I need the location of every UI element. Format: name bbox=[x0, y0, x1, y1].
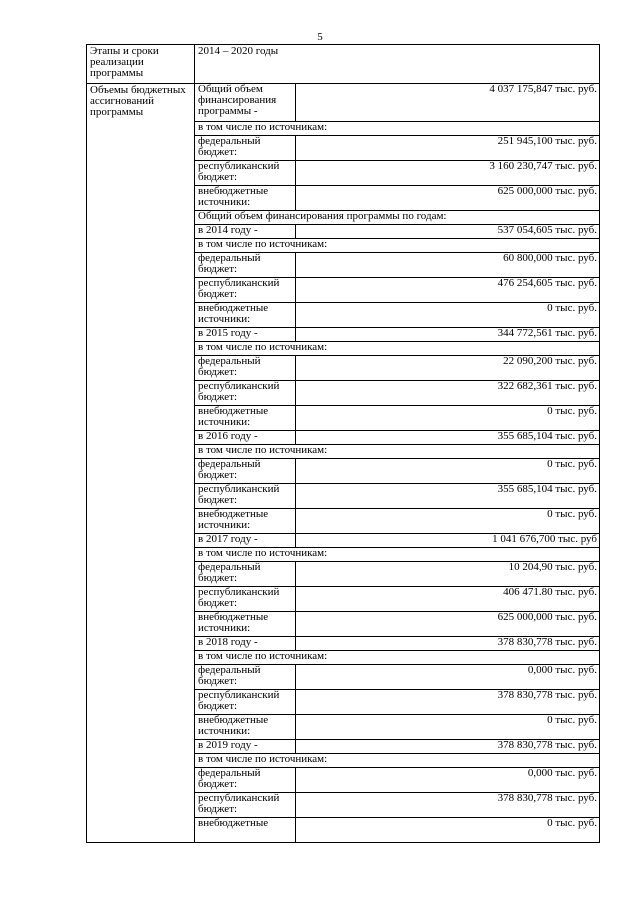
source-value: 0 тыс. руб. bbox=[296, 406, 600, 431]
source-label: федеральный бюджет: bbox=[195, 253, 296, 278]
year-value: 1 041 676,700 тыс. руб bbox=[296, 534, 600, 548]
source-label: республиканский бюджет: bbox=[195, 690, 296, 715]
budget-label: Объемы бюджетных ассигнований программы bbox=[87, 84, 195, 843]
source-label: федеральный бюджет: bbox=[195, 665, 296, 690]
year-value: 378 830,778 тыс. руб. bbox=[296, 740, 600, 754]
source-value: 0,000 тыс. руб. bbox=[296, 665, 600, 690]
source-value: 378 830,778 тыс. руб. bbox=[296, 690, 600, 715]
source-label: республиканский бюджет: bbox=[195, 381, 296, 406]
source-value: 0 тыс. руб. bbox=[296, 818, 600, 843]
source-value: 3 160 230,747 тыс. руб. bbox=[296, 161, 600, 186]
source-value: 0 тыс. руб. bbox=[296, 509, 600, 534]
source-value: 10 204,90 тыс. руб. bbox=[296, 562, 600, 587]
source-value: 0 тыс. руб. bbox=[296, 715, 600, 740]
source-label: внебюджетные источники: bbox=[195, 509, 296, 534]
total-value: 4 037 175,847 тыс. руб. bbox=[296, 84, 600, 122]
source-value: 476 254,605 тыс. руб. bbox=[296, 278, 600, 303]
source-label: внебюджетные источники: bbox=[195, 612, 296, 637]
source-value: 625 000,000 тыс. руб. bbox=[296, 612, 600, 637]
source-label: республиканский бюджет: bbox=[195, 484, 296, 509]
passport-table bbox=[86, 44, 600, 843]
by-sources-label: в том числе по источникам: bbox=[195, 122, 600, 136]
year-label: в 2019 году - bbox=[195, 740, 296, 754]
source-value: 0 тыс. руб. bbox=[296, 459, 600, 484]
source-label: федеральный бюджет: bbox=[195, 136, 296, 161]
year-value: 378 830,778 тыс. руб. bbox=[296, 637, 600, 651]
source-value: 0 тыс. руб. bbox=[296, 303, 600, 328]
source-label: внебюджетные bbox=[195, 818, 296, 843]
source-value: 625 000,000 тыс. руб. bbox=[296, 186, 600, 211]
source-label: внебюджетные источники: bbox=[195, 715, 296, 740]
stages-value: 2014 – 2020 годы bbox=[195, 45, 600, 84]
source-value: 378 830,778 тыс. руб. bbox=[296, 793, 600, 818]
source-label: федеральный бюджет: bbox=[195, 459, 296, 484]
year-value: 344 772,561 тыс. руб. bbox=[296, 328, 600, 342]
source-value: 322 682,361 тыс. руб. bbox=[296, 381, 600, 406]
by-sources-label: в том числе по источникам: bbox=[195, 651, 600, 665]
stages-label: Этапы и сроки реализации программы bbox=[87, 45, 195, 84]
by-sources-label: в том числе по источникам: bbox=[195, 342, 600, 356]
year-value: 355 685,104 тыс. руб. bbox=[296, 431, 600, 445]
year-label: в 2016 году - bbox=[195, 431, 296, 445]
source-label: республиканский бюджет: bbox=[195, 278, 296, 303]
year-value: 537 054,605 тыс. руб. bbox=[296, 225, 600, 239]
by-sources-label: в том числе по источникам: bbox=[195, 754, 600, 768]
source-label: внебюджетные источники: bbox=[195, 406, 296, 431]
source-label: федеральный бюджет: bbox=[195, 562, 296, 587]
total-label: Общий объем финансирования программы - bbox=[195, 84, 296, 122]
table-row-total bbox=[87, 84, 600, 122]
by-years-title: Общий объем финансирования программы по годам: bbox=[195, 211, 600, 225]
page-number: 5 bbox=[317, 31, 323, 43]
source-value: 355 685,104 тыс. руб. bbox=[296, 484, 600, 509]
source-value: 22 090,200 тыс. руб. bbox=[296, 356, 600, 381]
source-label: федеральный бюджет: bbox=[195, 768, 296, 793]
source-value: 251 945,100 тыс. руб. bbox=[296, 136, 600, 161]
by-sources-label: в том числе по источникам: bbox=[195, 445, 600, 459]
source-label: федеральный бюджет: bbox=[195, 356, 296, 381]
year-label: в 2015 году - bbox=[195, 328, 296, 342]
source-label: республиканский бюджет: bbox=[195, 793, 296, 818]
year-label: в 2014 году - bbox=[195, 225, 296, 239]
source-label: внебюджетные источники: bbox=[195, 186, 296, 211]
table-row-stages bbox=[87, 45, 600, 84]
source-value: 406 471.80 тыс. руб. bbox=[296, 587, 600, 612]
source-value: 0,000 тыс. руб. bbox=[296, 768, 600, 793]
year-label: в 2018 году - bbox=[195, 637, 296, 651]
source-label: республиканский бюджет: bbox=[195, 587, 296, 612]
source-label: внебюджетные источники: bbox=[195, 303, 296, 328]
source-value: 60 800,000 тыс. руб. bbox=[296, 253, 600, 278]
by-sources-label: в том числе по источникам: bbox=[195, 239, 600, 253]
year-label: в 2017 году - bbox=[195, 534, 296, 548]
by-sources-label: в том числе по источникам: bbox=[195, 548, 600, 562]
source-label: республиканский бюджет: bbox=[195, 161, 296, 186]
